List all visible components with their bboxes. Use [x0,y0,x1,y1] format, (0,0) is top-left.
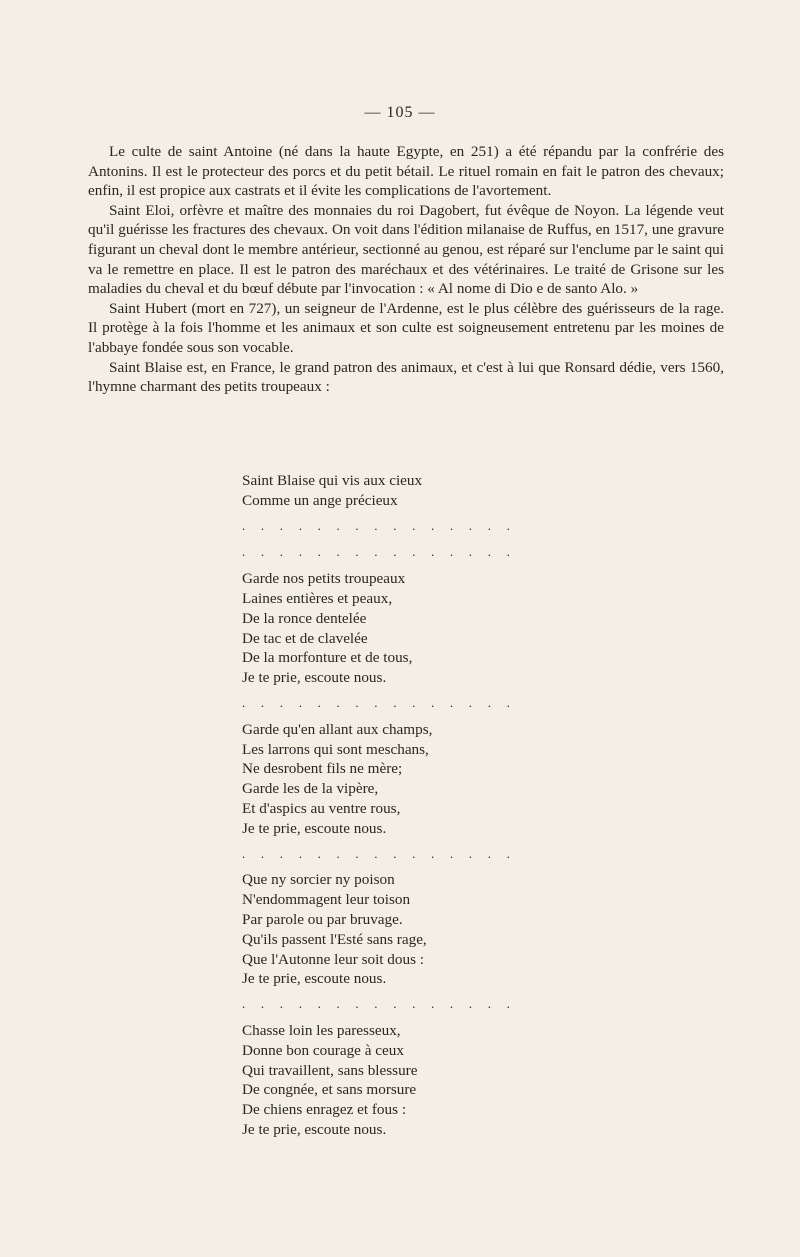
stanza-4 [242,870,502,989]
paragraph-saint-antoine: Le culte de saint Antoine (né dans la haute Egypte, en 251) a été répandu par la confrérie des Antonins. Il est le protecteur des porcs et du petit bétail. Le rituel romain en fait le patron des chevaux; enfin, il est propice aux castrats et il évite les complications de l'avortement. [88,143,724,200]
verse-line: Les larrons qui sont meschans, [242,740,429,758]
stanza-3 [242,720,502,839]
paragraph-saint-blaise: Saint Blaise est, en France, le grand patron des animaux, et c'est à lui que Ronsard dédie, vers 1560, l'hymne charmant des petits troupeaux : [88,358,724,396]
verse-line: Et d'aspics au ventre rous, [242,799,401,817]
verse-line: Que l'Autonne leur soit dous : [242,950,425,968]
ellipsis-row: . . . . . . . . . . . . . . . [242,996,517,1012]
verse-line: Garde nos petits troupeaux [242,570,406,588]
ellipsis-row: . . . . . . . . . . . . . . . [242,694,517,710]
verse-line: Donne bon courage à ceux [242,1041,404,1059]
verse-line: Chasse loin les paresseux, [242,1021,401,1039]
verse-line: Je te prie, escoute nous. [242,970,387,988]
verse-line: Garde les de la vipère, [242,780,379,798]
poem [242,471,517,1140]
stanza-2 [242,569,502,688]
page-number: — 105 — [364,104,436,121]
paragraph-saint-hubert: Saint Hubert (mort en 727), un seigneur de l'Ardenne, est le plus célèbre des guérisseurs de la rage. Il protège à la fois l'homme et les animaux et son culte est soigneusement entretenu par les moines de l'abbaye fondée sous son vocable. [88,299,724,356]
verse-line: De tac et de clavelée [242,629,368,647]
ellipsis-row: . . . . . . . . . . . . . . . [242,544,517,560]
verse-line: De la morfonture et de tous, [242,649,413,667]
ellipsis-row: . . . . . . . . . . . . . . . [242,845,517,861]
ellipsis-row: . . . . . . . . . . . . . . . [242,517,517,533]
verse-line: Je te prie, escoute nous. [242,1120,387,1138]
verse-line: Qu'ils passent l'Esté sans rage, [242,930,427,948]
verse-line: Par parole ou par bruvage. [242,910,403,928]
stanza-5 [242,1021,502,1140]
verse-line: Garde qu'en allant aux champs, [242,720,433,738]
verse-line: N'endommagent leur toison [242,891,411,909]
body-text [88,142,724,397]
paragraph-saint-eloi: Saint Eloi, orfèvre et maître des monnaies du roi Dagobert, fut évêque de Noyon. La légende veut qu'il guérisse les fractures des chevaux. On voit dans l'édition milanaise de Ruffus, en 1517, une gravure figurant un cheval dont le membre antérieur, sectionné au genou, est réparé sur l'enclume par le saint qui va le remettre en place. Il est le patron des maréchaux et des vétérinaires. Le traité de Grisone sur les maladies du cheval et du bœuf débute par l'invocation : « Al nome di Dio e de santo Alo. » [88,201,724,298]
verse-line: Qui travaillent, sans blessure [242,1061,418,1079]
verse-line: Comme un ange précieux [242,491,398,509]
verse-line: Laines entières et peaux, [242,589,393,607]
verse-line: De congnée, et sans morsure [242,1081,417,1099]
verse-line: Que ny sorcier ny poison [242,871,395,889]
verse-line: De la ronce dentelée [242,609,367,627]
verse-line: Je te prie, escoute nous. [242,819,387,837]
verse-line: Saint Blaise qui vis aux cieux [242,472,423,489]
stanza-1 [242,471,502,511]
verse-line: Je te prie, escoute nous. [242,669,387,687]
verse-line: De chiens enragez et fous : [242,1101,407,1119]
verse-line: Ne desrobent fils ne mère; [242,760,403,778]
